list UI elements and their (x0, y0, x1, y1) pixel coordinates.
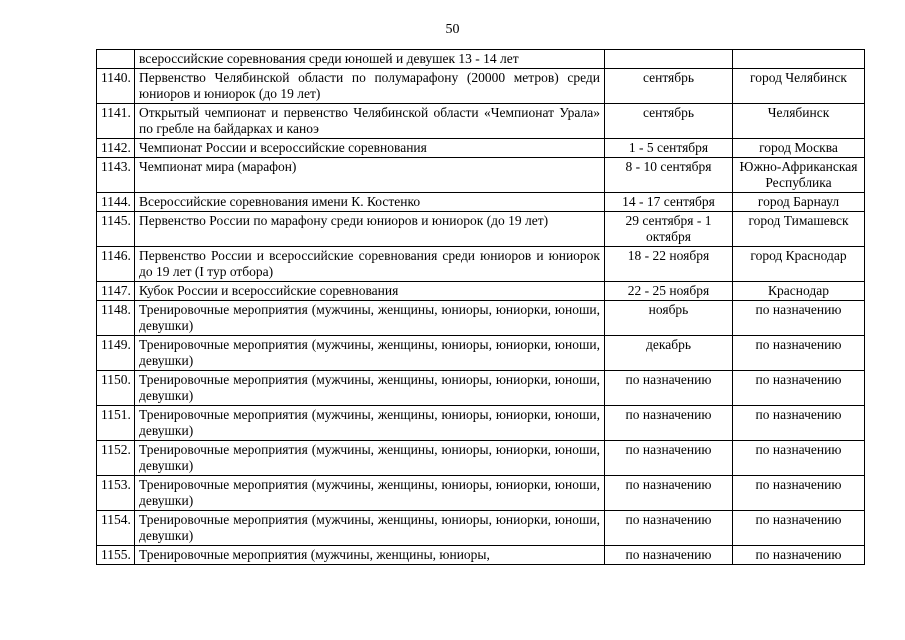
row-number-cell: 1145. (97, 212, 135, 247)
event-date-cell: по назначению (605, 371, 733, 406)
event-place-cell: город Барнаул (733, 193, 865, 212)
event-place-cell: город Тимашевск (733, 212, 865, 247)
table-row (97, 282, 865, 301)
event-date-cell: по назначению (605, 441, 733, 476)
table-row (97, 476, 865, 511)
event-name-cell: Тренировочные мероприятия (мужчины, женщины, юниоры, юниорки, юноши, девушки) (135, 406, 605, 441)
event-place-cell: Южно-Африканская Республика (733, 158, 865, 193)
row-number-cell: 1147. (97, 282, 135, 301)
event-name-cell: Тренировочные мероприятия (мужчины, женщины, юниоры, юниорки, юноши, девушки) (135, 441, 605, 476)
event-place-cell: по назначению (733, 371, 865, 406)
event-date-cell: декабрь (605, 336, 733, 371)
table-row (97, 546, 865, 565)
event-name-cell: Чемпионат России и всероссийские соревнования (135, 139, 605, 158)
event-date-cell (605, 50, 733, 69)
table-row (97, 139, 865, 158)
event-name-cell: Тренировочные мероприятия (мужчины, женщины, юниоры, (135, 546, 605, 565)
event-date-cell: по назначению (605, 406, 733, 441)
events-table-body (97, 50, 865, 565)
table-row (97, 247, 865, 282)
event-place-cell: по назначению (733, 301, 865, 336)
event-date-cell: по назначению (605, 511, 733, 546)
row-number-cell: 1149. (97, 336, 135, 371)
event-date-cell: 1 - 5 сентября (605, 139, 733, 158)
event-place-cell: по назначению (733, 511, 865, 546)
event-name-cell: всероссийские соревнования среди юношей и девушек 13 - 14 лет (135, 50, 605, 69)
row-number-cell: 1155. (97, 546, 135, 565)
table-row (97, 406, 865, 441)
row-number-cell: 1143. (97, 158, 135, 193)
row-number-cell: 1153. (97, 476, 135, 511)
row-number-cell: 1144. (97, 193, 135, 212)
table-row (97, 441, 865, 476)
row-number-cell: 1146. (97, 247, 135, 282)
event-place-cell (733, 50, 865, 69)
event-date-cell: 29 сентября - 1 октября (605, 212, 733, 247)
events-table (96, 49, 865, 565)
row-number-cell: 1151. (97, 406, 135, 441)
table-row (97, 371, 865, 406)
event-name-cell: Тренировочные мероприятия (мужчины, женщины, юниоры, юниорки, юноши, девушки) (135, 301, 605, 336)
event-date-cell: ноябрь (605, 301, 733, 336)
row-number-cell: 1148. (97, 301, 135, 336)
row-number-cell (97, 50, 135, 69)
table-row (97, 104, 865, 139)
event-date-cell: 18 - 22 ноября (605, 247, 733, 282)
event-name-cell: Открытый чемпионат и первенство Челябинской области «Чемпионат Урала» по гребле на байдарках и каноэ (135, 104, 605, 139)
table-row (97, 212, 865, 247)
event-name-cell: Тренировочные мероприятия (мужчины, женщины, юниоры, юниорки, юноши, девушки) (135, 476, 605, 511)
event-date-cell: сентябрь (605, 104, 733, 139)
table-row (97, 158, 865, 193)
row-number-cell: 1140. (97, 69, 135, 104)
table-row (97, 301, 865, 336)
row-number-cell: 1150. (97, 371, 135, 406)
event-name-cell: Первенство Челябинской области по полумарафону (20000 метров) среди юниоров и юниорок (до 19 лет) (135, 69, 605, 104)
page-number: 50 (445, 22, 460, 37)
row-number-cell: 1154. (97, 511, 135, 546)
row-number-cell: 1152. (97, 441, 135, 476)
event-place-cell: по назначению (733, 441, 865, 476)
event-name-cell: Чемпионат мира (марафон) (135, 158, 605, 193)
table-row (97, 193, 865, 212)
event-place-cell: Челябинск (733, 104, 865, 139)
event-name-cell: Первенство России и всероссийские соревнования среди юниоров и юниорок до 19 лет (I тур отбора) (135, 247, 605, 282)
event-date-cell: сентябрь (605, 69, 733, 104)
event-date-cell: 14 - 17 сентября (605, 193, 733, 212)
event-place-cell: город Челябинск (733, 69, 865, 104)
event-place-cell: город Краснодар (733, 247, 865, 282)
event-place-cell: по назначению (733, 406, 865, 441)
table-row (97, 336, 865, 371)
event-name-cell: Тренировочные мероприятия (мужчины, женщины, юниоры, юниорки, юноши, девушки) (135, 511, 605, 546)
event-name-cell: Первенство России по марафону среди юниоров и юниорок (до 19 лет) (135, 212, 605, 247)
event-date-cell: по назначению (605, 476, 733, 511)
event-place-cell: Краснодар (733, 282, 865, 301)
event-date-cell: по назначению (605, 546, 733, 565)
event-place-cell: по назначению (733, 546, 865, 565)
event-place-cell: по назначению (733, 336, 865, 371)
row-number-cell: 1141. (97, 104, 135, 139)
table-row (97, 511, 865, 546)
table-row (97, 50, 865, 69)
event-place-cell: город Москва (733, 139, 865, 158)
event-name-cell: Всероссийские соревнования имени К. Костенко (135, 193, 605, 212)
event-place-cell: по назначению (733, 476, 865, 511)
event-date-cell: 22 - 25 ноября (605, 282, 733, 301)
event-name-cell: Тренировочные мероприятия (мужчины, женщины, юниоры, юниорки, юноши, девушки) (135, 336, 605, 371)
event-name-cell: Кубок России и всероссийские соревнования (135, 282, 605, 301)
row-number-cell: 1142. (97, 139, 135, 158)
table-row (97, 69, 865, 104)
event-date-cell: 8 - 10 сентября (605, 158, 733, 193)
event-name-cell: Тренировочные мероприятия (мужчины, женщины, юниоры, юниорки, юноши, девушки) (135, 371, 605, 406)
